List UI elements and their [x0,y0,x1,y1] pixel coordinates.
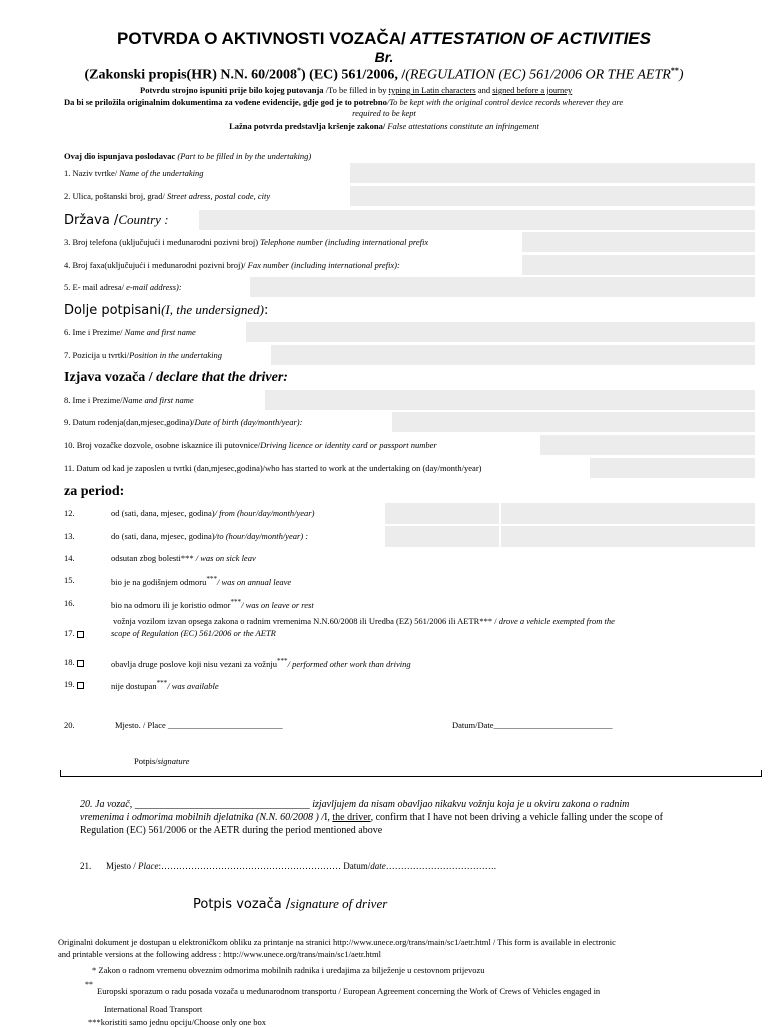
driver-licence-label: 10. Broj vozačke dozvole, osobne iskaznice ili putovnice/Driving licence or identity card or passport number [64,440,437,450]
row-12-field-b[interactable] [501,503,755,524]
driver-licence-field[interactable] [540,435,755,455]
driver-name-label: 8. Ime i Prezime/Name and first name [64,395,194,405]
footer-availability-line-2: and printable versions at the following address : http://www.unece.org/trans/main/sc1/aetr.html [58,949,381,959]
row-18-label: obavlja druge poslove koji nisu vezani za vožnju***/ performed other work than driving [111,657,411,669]
row-13-label: do (sati, dana, mjesec, godina)/to (hour/day/month/year) : [111,531,309,541]
row-16-number: 16. [64,598,75,608]
undertaking-name-field[interactable] [350,163,755,183]
position-field[interactable] [271,345,755,365]
row-19-checkbox[interactable] [77,682,84,689]
country-label: Država /Country : [64,212,169,228]
email-label: 5. E- mail adresa/ e-mail address): [64,282,182,292]
signature-label: Potpis/signature [134,756,190,766]
undertaking-address-label: 2. Ulica, poštanski broj, grad/ Street adress, postal code, city [64,191,271,201]
driver-signature-label: Potpis vozača /signature of driver [193,896,388,912]
telephone-field[interactable] [522,232,755,252]
place-field[interactable]: Mjesto. / Place ___________________________ [115,720,283,730]
row-18-number: 18. [64,657,84,667]
undersigned-name-label: 6. Ime i Prezime/ Name and first name [64,327,196,337]
signature-divider [60,770,762,777]
driver-birthdate-label: 9. Datum rođenja(dan,mjesec,godina)/Date of birth (day/month/year): [64,417,303,427]
driver-birthdate-field[interactable] [392,412,755,432]
row-21-number: 21. [80,861,92,871]
row-18-checkbox[interactable] [77,660,84,667]
row-20-number: 20. [64,720,75,730]
date-field[interactable]: Datum/Date____________________________ [452,720,613,730]
driver-start-date-field[interactable] [590,458,755,478]
undersigned-heading: Dolje potpisani(I, the undersigned): [64,302,269,318]
email-field[interactable] [250,277,755,297]
position-label: 7. Pozicija u tvrtki/Position in the undertaking [64,350,222,360]
form-title: POTVRDA O AKTIVNOSTI VOZAČA/ ATTESTATION OF ACTIVITIES [117,29,651,48]
row-17-label-cont: scope of Regulation (EC) 561/2006 or the AETR [111,628,276,638]
footer-availability-line-1: Originalni dokument je dostupan u elektroničkom obliku za printanje na stranici http://www.unece.org/trans/main/sc1/aetr.html / This form is available in electronic [58,937,616,947]
row-13-field-a[interactable] [385,526,499,547]
declaration-line-2: vremenima i odmorima mobilnih djelatnika (N.N. 60/2008 ) /I, the driver, confirm that I have not been driving a vehicle falling under the scope of [80,812,664,823]
legal-reference: (Zakonski propis(HR) N.N. 60/2008*) (EC) 561/2006, /(REGULATION (EC) 561/2006 OR THE AETR**) [84,66,684,83]
declaration-line-1: 20. Ja vozač, ___________________________________ izjavljujem da nisam obavljao nikakvu vožnju koja je u okviru zakona o radnim [80,799,630,810]
telephone-label: 3. Broj telefona (uključujući i međunarodni pozivni broj) Telephone number (including international prefix [64,237,429,247]
undersigned-name-field[interactable] [246,322,755,342]
row-12-number: 12. [64,508,75,518]
row-17-checkbox[interactable] [77,631,84,638]
row-19-label: nije dostupan***/ was available [111,679,219,691]
row-17-label: vožnja vozilom izvan opsega zakona o radnim vremenima N.N.60/2008 ili Uredba (EZ) 561/2006 ili AETR*** / drove a vehicle exempted from the [113,616,615,626]
row-17-number: 17. [64,628,84,638]
fax-label: 4. Broj faxa(uključujući i međunarodni pozivni broj)/ Fax number (including international prefix): [64,260,400,270]
form-number-label: Br. [374,49,394,65]
note-keep: Da bi se priložila originalnim dokumentima za vođene evidencije, gdje god je to potrebno/To be kept with the original control device records wherever they are [64,97,624,107]
driver-name-field[interactable] [265,390,755,410]
declaration-line-3: Regulation (EC) 561/2006 or the AETR during the period mentioned above [80,825,383,836]
driver-start-date-label: 11. Datum od kad je zaposlen u tvrtki (dan,mjesec,godina)/who has started to work at the undertaking on (day/month/year) [64,463,482,473]
row-19-number: 19. [64,679,84,689]
footnote-2-mark: ** [85,980,93,989]
row-12-label: od (sati, dana, mjesec, godina)/ from (hour/day/month/year) [111,508,315,518]
row-13-field-b[interactable] [501,526,755,547]
row-16-label: bio na odmoru ili je koristio odmor***/ was on leave or rest [111,598,314,610]
fax-field[interactable] [522,255,755,275]
footnote-2: Europski sporazum o radu posada vozača u međunarodnom transportu / European Agreement concerning the Work of Crews of Vehicles engaged in [97,986,601,996]
period-heading: za period: [64,484,125,499]
country-field[interactable] [199,210,755,230]
row-15-number: 15. [64,575,75,585]
driver-place-date-field[interactable]: Mjesto / Place:…………………………………………………… Datum/date………………………………. [106,861,497,871]
footnote-2-cont: International Road Transport [104,1004,203,1014]
row-14-label: odsutan zbog bolesti*** / was on sick leav [111,553,256,563]
note-false-attestation: Lažna potvrda predstavlja kršenje zakona/ False attestations constitute an infringement [229,121,539,131]
row-15-label: bio je na godišnjem odmoru***/ was on annual leave [111,575,292,587]
driver-heading: Izjava vozača / declare that the driver: [64,370,288,385]
undertaking-address-field[interactable] [350,186,755,206]
footnote-3: ***koristiti samo jednu opciju/Choose only one box [88,1017,267,1027]
undertaking-intro: Ovaj dio ispunjava poslodavac (Part to be filled in by the undertaking) [64,151,312,161]
undertaking-name-label: 1. Naziv tvrtke/ Name of the undertaking [64,168,204,178]
row-14-number: 14. [64,553,75,563]
note-fill-in: Potvrdu strojno ispuniti prije bilo kojeg putovanja /To be filled in by typing in Latin characters and signed before a journey [140,85,573,95]
row-12-field-a[interactable] [385,503,499,524]
row-13-number: 13. [64,531,75,541]
footnote-1: * Zakon o radnom vremenu obveznim odmorima mobilnih radnika i uređajima za bilježenje u cestovnom prijevozu [92,965,485,975]
note-keep-cont: required to be kept [352,108,416,118]
